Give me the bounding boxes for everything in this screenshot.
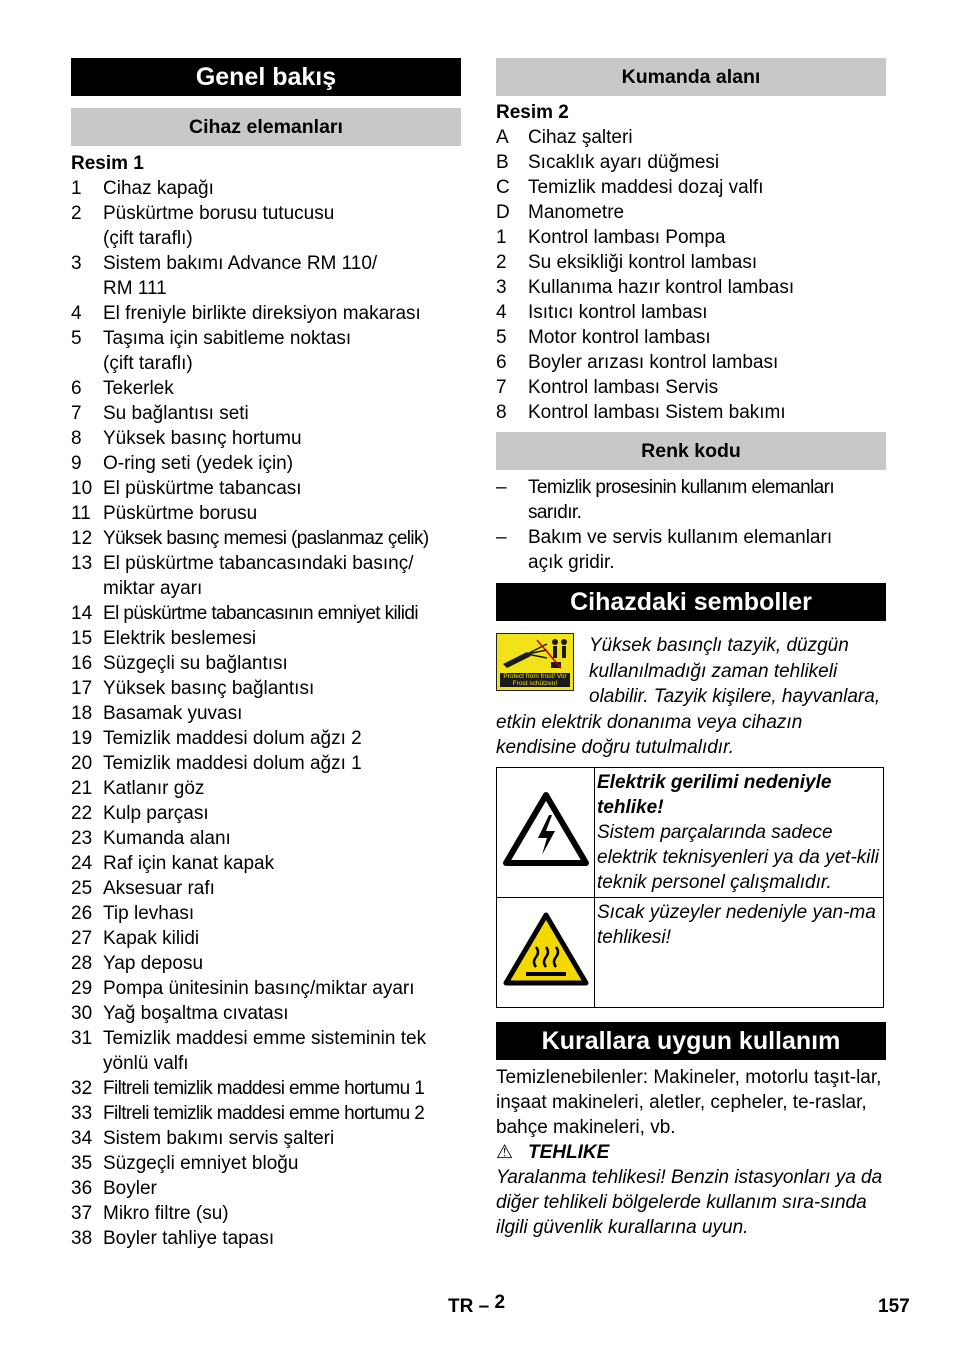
list-item (71, 201, 461, 251)
list-item (71, 876, 461, 901)
frost-label: Protect from frost! Vor Frost schützen! (500, 673, 570, 687)
list-item (71, 376, 461, 401)
warning-cell-hot-icon (497, 897, 595, 1007)
list-item (496, 325, 886, 350)
electric-warning-text: Sistem parçalarında sadece elektrik teknisyenleri ya da yet-kili teknik personel çalışmalıdır. (597, 821, 879, 893)
list-item-number: 19 (71, 728, 93, 749)
warning-cell-hot-text (595, 897, 884, 1007)
list-item-number: 8 (71, 428, 82, 449)
list-item-number: 36 (71, 1178, 93, 1199)
list-item-number: 5 (71, 328, 82, 349)
list-item (71, 426, 461, 451)
list-item-text: El freniyle birlikte direksiyon makarası (103, 303, 421, 324)
list-item (496, 225, 886, 250)
page-number: 157 (878, 1296, 910, 1317)
list-item-number: 24 (71, 853, 93, 874)
list-item-number: 12 (71, 528, 93, 549)
list-item-text: Sıcaklık ayarı düğmesi (528, 152, 720, 173)
list-item-number: 8 (496, 402, 507, 423)
list-item-text: Yap deposu (103, 953, 204, 974)
list-item-text: Basamak yuvası (103, 703, 243, 724)
list-item-number: 34 (71, 1128, 93, 1149)
list-item (71, 801, 461, 826)
list-item-number: 15 (71, 628, 93, 649)
intended-use-text: Temizlenebilenler: Makineler, motorlu taşıt-lar, inşaat makineleri, aletler, cepheler, te-raslar, bahçe makineleri, vb. (496, 1066, 882, 1138)
list-item-text: Temizlik maddesi dolum ağzı 1 (103, 753, 362, 774)
list-item-number: 23 (71, 828, 93, 849)
list-item-number: 1 (71, 178, 82, 199)
list-item-number: 7 (496, 377, 507, 398)
list-item-number: 5 (496, 327, 507, 348)
list-item-text: El püskürtme tabancası (103, 478, 302, 499)
list-item-text: Süzgeçli su bağlantısı (103, 653, 288, 674)
figure-label-1: Resim 1 (71, 153, 144, 174)
high-voltage-warning-icon (502, 791, 590, 867)
list-item (71, 476, 461, 501)
list-item-text: Su eksikliği kontrol lambası (528, 252, 758, 273)
list-item-text: Kulp parçası (103, 803, 209, 824)
list-item-text: El püskürtme tabancasının emniyet kilidi (103, 603, 418, 624)
list-item (71, 526, 461, 551)
control-panel-list (496, 125, 886, 425)
list-item-text: Raf için kanat kapak (103, 853, 275, 874)
list-item-text: Motor kontrol lambası (528, 327, 711, 348)
list-item (71, 1151, 461, 1176)
list-item (71, 551, 461, 601)
list-item-text: Temizlik maddesi emme sisteminin tek yönlü valfı (103, 1028, 427, 1074)
list-item-text: Cihaz kapağı (103, 178, 214, 199)
list-item-number: 4 (496, 302, 507, 323)
danger-heading (496, 1140, 886, 1165)
list-item (71, 451, 461, 476)
list-item (71, 1101, 461, 1126)
list-item-text: Boyler arızası kontrol lambası (528, 352, 779, 373)
footer-dash: – (478, 1296, 490, 1317)
list-item (71, 1126, 461, 1151)
list-item (71, 851, 461, 876)
list-item-text: Tekerlek (103, 378, 174, 399)
list-item-text: Pompa ünitesinin basınç/miktar ayarı (103, 978, 415, 999)
list-item-text: Manometre (528, 202, 625, 223)
list-item (71, 1001, 461, 1026)
list-item-number: 1 (496, 227, 507, 248)
list-item-text: Kontrol lambası Pompa (528, 227, 726, 248)
list-item (496, 350, 886, 375)
list-item (496, 125, 886, 150)
list-item-text: Yağ boşaltma cıvatası (103, 1003, 289, 1024)
list-item-number: C (496, 177, 510, 198)
list-item-text: Boyler (103, 1178, 157, 1199)
list-item (71, 776, 461, 801)
list-item (71, 976, 461, 1001)
list-item-number: 2 (71, 203, 82, 224)
list-item-text: Kapak kilidi (103, 928, 200, 949)
list-item (496, 300, 886, 325)
list-item (496, 400, 886, 425)
list-item-number: 3 (71, 253, 82, 274)
subsection-title-color-code: Renk kodu (496, 432, 886, 470)
list-item (71, 726, 461, 751)
list-item-number: 4 (71, 303, 82, 324)
warning-table (496, 767, 884, 1008)
list-item (71, 401, 461, 426)
list-item (496, 250, 886, 275)
list-item-text: Temizlik maddesi dolum ağzı 2 (103, 728, 362, 749)
list-item (71, 1076, 461, 1101)
list-item-number: 38 (71, 1228, 93, 1249)
list-item-number: 18 (71, 703, 93, 724)
list-item (71, 501, 461, 526)
list-item-text: Cihaz şalteri (528, 127, 633, 148)
list-item-text: Temizlik prosesinin kullanım elemanları sarıdır. (528, 477, 835, 523)
danger-label: TEHLIKE (528, 1141, 610, 1163)
list-item-text: Yüksek basınç memesi (paslanmaz çelik) (103, 528, 429, 549)
hot-surface-warning-icon (502, 911, 590, 987)
figure-label-2: Resim 2 (496, 102, 569, 123)
warning-triangle-icon: ⚠ (496, 1141, 514, 1163)
warning-cell-electric-text (595, 767, 884, 897)
list-item (71, 626, 461, 651)
list-item (71, 901, 461, 926)
list-item-text: El püskürtme tabancasındaki basınç/ miktar ayarı (103, 553, 414, 599)
list-item (496, 175, 886, 200)
list-item-text: Taşıma için sabitleme noktası (çift taraflı) (103, 328, 352, 374)
list-item-text: Kullanıma hazır kontrol lambası (528, 277, 795, 298)
list-item (496, 375, 886, 400)
list-item-number: 17 (71, 678, 93, 699)
list-item (71, 301, 461, 326)
list-item-text: Tip levhası (103, 903, 195, 924)
list-item-number: 32 (71, 1078, 93, 1099)
section-title-symbols: Cihazdaki semboller (496, 583, 886, 621)
list-item-text: Kontrol lambası Servis (528, 377, 719, 398)
list-item-text: Yüksek basınç hortumu (103, 428, 302, 449)
list-item (496, 475, 886, 525)
list-item (496, 200, 886, 225)
list-item (71, 251, 461, 301)
list-item-number: 2 (496, 252, 507, 273)
list-item-text: Aksesuar rafı (103, 878, 215, 899)
subsection-title-control-panel: Kumanda alanı (496, 58, 886, 96)
list-item-number: 31 (71, 1028, 93, 1049)
list-item-number: 3 (496, 277, 507, 298)
list-item-number: D (496, 202, 510, 223)
electric-warning-title: Elektrik gerilimi nedeniyle tehlike! (597, 771, 832, 818)
list-item-number: 21 (71, 778, 93, 799)
list-item-text: Katlanır göz (103, 778, 205, 799)
list-item-number: 35 (71, 1153, 93, 1174)
list-item-text: Sistem bakımı servis şalteri (103, 1128, 335, 1149)
list-item (71, 651, 461, 676)
list-item-number: 20 (71, 753, 93, 774)
list-item-number: 29 (71, 978, 93, 999)
symbol-description: Yüksek basınçlı tazyik, düzgün kullanılmadığı zaman tehlikeli olabilir. Tazyik kişilere, hayvanlara, etkin elektrik donanıma veya cihazın kendisine doğru tutulmalıdır. (496, 635, 881, 758)
list-item-text: Elektrik beslemesi (103, 628, 257, 649)
list-item-number: 16 (71, 653, 93, 674)
list-item-number: 6 (71, 378, 82, 399)
list-item-number: – (496, 477, 507, 498)
list-item (496, 150, 886, 175)
list-item (71, 1026, 461, 1076)
list-item (71, 1226, 461, 1251)
subsection-title-device-elements: Cihaz elemanları (71, 108, 461, 146)
list-item-number: 11 (71, 503, 91, 524)
list-item-text: Püskürtme borusu (103, 503, 258, 524)
list-item-number: 33 (71, 1103, 93, 1124)
color-code-list (496, 475, 886, 575)
list-item-text: Süzgeçli emniyet bloğu (103, 1153, 299, 1174)
list-item-number: A (496, 127, 509, 148)
list-item (71, 951, 461, 976)
list-item-text: Filtreli temizlik maddesi emme hortumu 1 (103, 1078, 425, 1099)
right-column (496, 58, 886, 1240)
list-item-number: 13 (71, 553, 93, 574)
footer-language: TR (448, 1296, 474, 1317)
high-pressure-jet-icon (497, 634, 572, 674)
list-item-text: O-ring seti (yedek için) (103, 453, 294, 474)
list-item-number: – (496, 527, 507, 548)
list-item (71, 176, 461, 201)
device-elements-list (71, 176, 461, 1251)
footer-section-page: 2 (494, 1292, 506, 1313)
list-item (71, 1201, 461, 1226)
list-item (71, 676, 461, 701)
list-item-number: 14 (71, 603, 93, 624)
symbol-paragraph (496, 633, 886, 761)
list-item-number: 22 (71, 803, 93, 824)
frost-warning-symbol (496, 633, 574, 691)
list-item-number: 25 (71, 878, 93, 899)
list-item-text: Sistem bakımı Advance RM 110/ RM 111 (103, 253, 378, 299)
footer-section (448, 1292, 506, 1318)
section-title-overview: Genel bakış (71, 58, 461, 96)
list-item-text: Su bağlantısı seti (103, 403, 249, 424)
section-title-intended-use: Kurallara uygun kullanım (496, 1022, 886, 1060)
warning-cell-electric-icon (497, 767, 595, 897)
list-item (71, 1176, 461, 1201)
list-item-text: Boyler tahliye tapası (103, 1228, 275, 1249)
list-item (71, 751, 461, 776)
list-item-text: Kumanda alanı (103, 828, 231, 849)
list-item (71, 826, 461, 851)
list-item-number: 28 (71, 953, 93, 974)
list-item (71, 926, 461, 951)
list-item-number: 27 (71, 928, 93, 949)
list-item-text: Kontrol lambası Sistem bakımı (528, 402, 786, 423)
list-item-number: 37 (71, 1203, 93, 1224)
list-item (71, 326, 461, 376)
list-item-text: Temizlik maddesi dozaj valfı (528, 177, 764, 198)
hot-surface-warning-text: Sıcak yüzeyler nedeniyle yan-ma tehlikesi! (597, 901, 876, 948)
list-item-number: 30 (71, 1003, 93, 1024)
list-item-text: Isıtıcı kontrol lambası (528, 302, 708, 323)
list-item-number: B (496, 152, 509, 173)
list-item-number: 6 (496, 352, 507, 373)
list-item (496, 275, 886, 300)
list-item-number: 9 (71, 453, 82, 474)
list-item-text: Bakım ve servis kullanım elemanları açık gridir. (528, 527, 833, 573)
left-column (71, 58, 461, 1251)
list-item-text: Püskürtme borusu tutucusu (çift taraflı) (103, 203, 335, 249)
list-item (496, 525, 886, 575)
list-item-text: Mikro filtre (su) (103, 1203, 229, 1224)
danger-text: Yaralanma tehlikesi! Benzin istasyonları ya da diğer tehlikeli bölgelerde kullanım sıra-sında ilgili güvenlik kurallarına uyun. (496, 1166, 883, 1238)
list-item (71, 601, 461, 626)
list-item-text: Filtreli temizlik maddesi emme hortumu 2 (103, 1103, 425, 1124)
list-item-number: 10 (71, 478, 93, 499)
list-item (71, 701, 461, 726)
list-item-number: 7 (71, 403, 82, 424)
list-item-number: 26 (71, 903, 93, 924)
list-item-text: Yüksek basınç bağlantısı (103, 678, 315, 699)
